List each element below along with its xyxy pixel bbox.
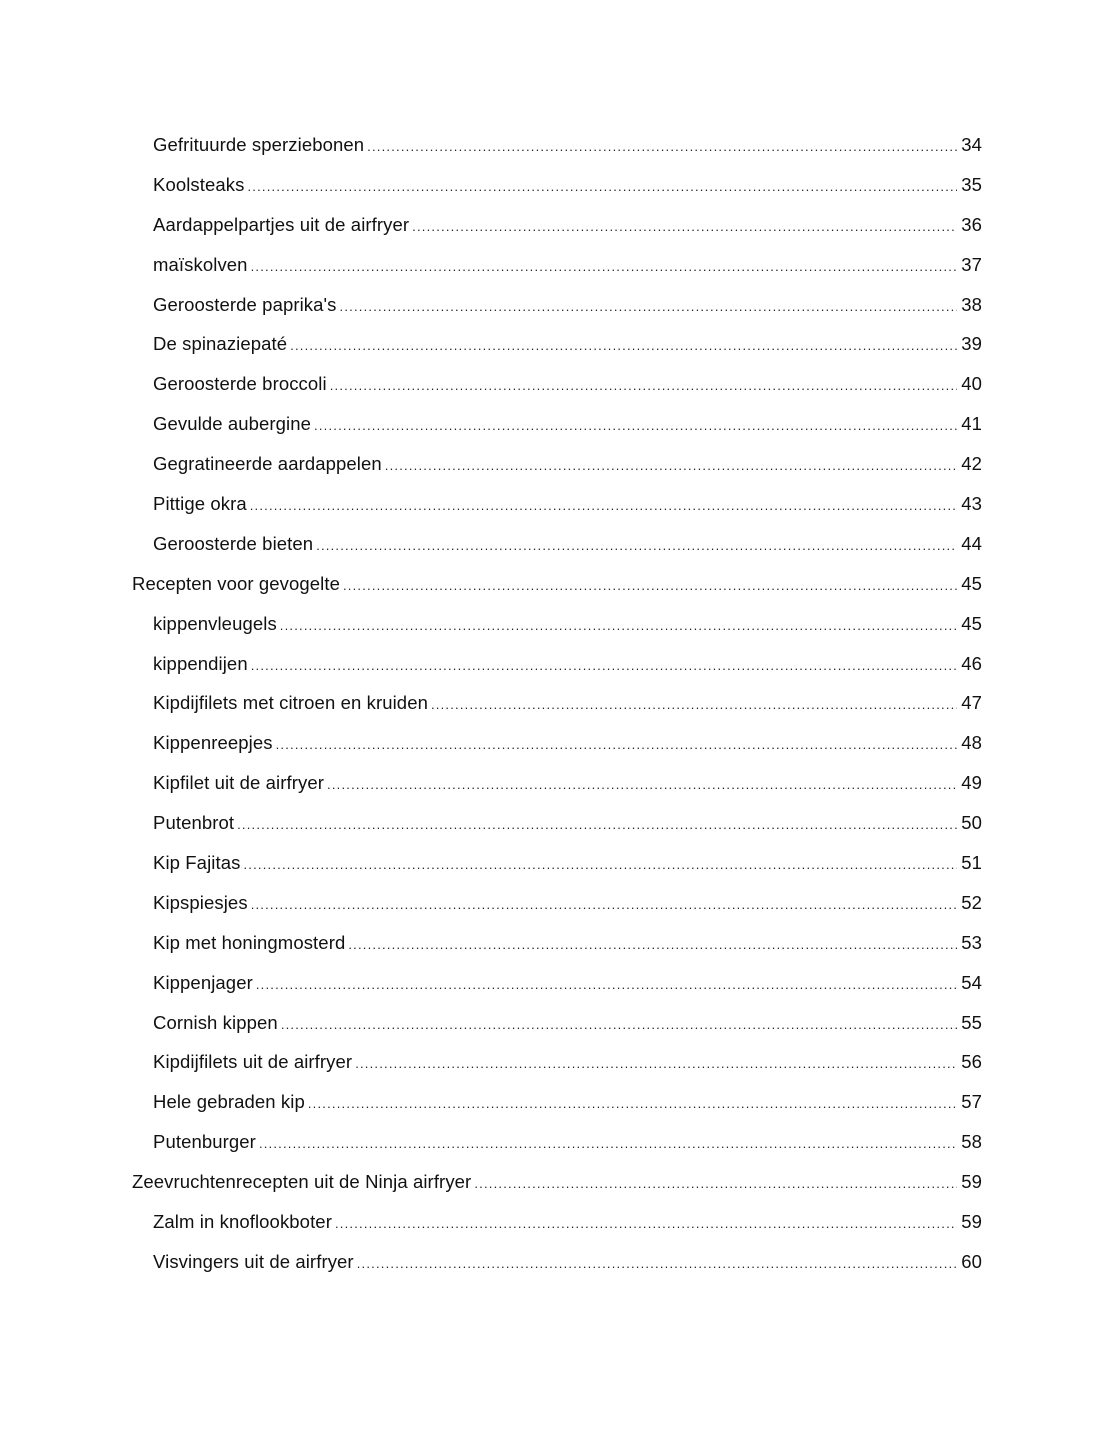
toc-entry-page-number: 38 (961, 293, 982, 315)
toc-entry-title: Pittige okra (153, 493, 247, 515)
toc-entry-title: Geroosterde broccoli (153, 373, 327, 395)
toc-entry[interactable] (132, 683, 982, 723)
toc-entry-title: Cornish kippen (153, 1011, 278, 1033)
dot-leader (250, 486, 957, 524)
toc-entry-title: Kip Fajitas (153, 852, 241, 874)
toc-section-entry[interactable] (132, 1162, 982, 1202)
dot-leader (431, 685, 957, 723)
toc-entry-title: Zeevruchtenrecepten uit de Ninja airfryer (132, 1171, 472, 1193)
toc-entry-page-number: 47 (961, 692, 982, 714)
toc-entry[interactable] (132, 803, 982, 843)
dot-leader (308, 1084, 957, 1122)
dot-leader (412, 207, 957, 245)
toc-entry[interactable] (132, 285, 982, 325)
toc-entry-page-number: 50 (961, 812, 982, 834)
toc-entry-page-number: 45 (961, 612, 982, 634)
toc-entry-page-number: 49 (961, 772, 982, 794)
dot-leader (251, 247, 957, 285)
toc-entry-page-number: 56 (961, 1051, 982, 1073)
toc-entry-title: Gegratineerde aardappelen (153, 453, 382, 475)
toc-entry-title: Kipdijfilets met citroen en kruiden (153, 692, 428, 714)
toc-entry-page-number: 44 (961, 532, 982, 554)
toc-entry-page-number: 59 (961, 1171, 982, 1193)
dot-leader (276, 725, 957, 763)
toc-entry-title: Gefrituurde sperziebonen (153, 134, 365, 155)
dot-leader (290, 326, 957, 364)
toc-entry-page-number: 37 (961, 253, 982, 275)
toc-entry-page-number: 42 (961, 453, 982, 475)
dot-leader (314, 406, 957, 444)
toc-entry-title: Visvingers uit de airfryer (153, 1250, 354, 1272)
toc-entry[interactable] (132, 644, 982, 684)
toc-entry-page-number: 45 (961, 572, 982, 594)
toc-entry[interactable] (132, 1042, 982, 1082)
toc-entry[interactable] (132, 444, 982, 484)
toc-entry-page-number: 57 (961, 1091, 982, 1113)
dot-leader (327, 765, 957, 803)
dot-leader (335, 1204, 957, 1242)
toc-entry-title: Zalm in knoflookboter (153, 1211, 332, 1233)
toc-entry[interactable] (132, 1122, 982, 1162)
toc-entry[interactable] (132, 364, 982, 404)
toc-entry-title: kippendijen (153, 652, 248, 674)
dot-leader (248, 167, 958, 205)
toc-entry-title: Kipspiesjes (153, 891, 248, 913)
dot-leader (474, 1164, 957, 1202)
toc-entry-page-number: 60 (961, 1250, 982, 1272)
toc-entry-title: Recepten voor gevogelte (132, 572, 340, 594)
dot-leader (259, 1124, 957, 1162)
dot-leader (237, 805, 957, 843)
toc-entry-page-number: 41 (961, 413, 982, 435)
toc-entry-page-number: 51 (961, 852, 982, 874)
toc-entry[interactable] (132, 1082, 982, 1122)
toc-entry-page-number: 58 (961, 1131, 982, 1153)
toc-entry[interactable] (132, 245, 982, 285)
toc-entry-title: Geroosterde bieten (153, 532, 314, 554)
toc-entry-page-number: 40 (961, 373, 982, 395)
toc-entry[interactable] (132, 1202, 982, 1242)
toc-entry-page-number: 36 (961, 213, 982, 235)
dot-leader (385, 446, 957, 484)
dot-leader (243, 845, 957, 883)
toc-entry-page-number: 54 (961, 971, 982, 993)
toc-entry-page-number: 46 (961, 652, 982, 674)
dot-leader (367, 127, 957, 165)
toc-entry-title: kippenvleugels (153, 612, 277, 634)
toc-entry[interactable] (132, 524, 982, 564)
toc-entry[interactable] (132, 484, 982, 524)
toc-entry-page-number: 48 (961, 732, 982, 754)
toc-entry-title: Kippenreepjes (153, 732, 273, 754)
dot-leader (316, 526, 957, 564)
dot-leader (348, 925, 957, 963)
toc-entry-title: Kipfilet uit de airfryer (153, 772, 325, 794)
toc-entry[interactable] (132, 923, 982, 963)
dot-leader (340, 287, 957, 325)
toc-entry-page-number: 55 (961, 1011, 982, 1033)
toc-entry-page-number: 34 (961, 134, 982, 155)
toc-entry[interactable] (132, 165, 982, 205)
toc-entry-page-number: 35 (961, 173, 982, 195)
toc-entry[interactable] (132, 404, 982, 444)
dot-leader (330, 366, 957, 404)
toc-entry[interactable] (132, 205, 982, 245)
toc-entry-title: Kippenjager (153, 971, 253, 993)
toc-entry-title: Putenburger (153, 1131, 256, 1153)
toc-entry[interactable] (132, 843, 982, 883)
toc-entry-page-number: 39 (961, 333, 982, 355)
toc-entry[interactable] (132, 1003, 982, 1043)
toc-entry-title: Geroosterde paprika's (153, 293, 337, 315)
dot-leader (280, 606, 957, 644)
table-of-contents (132, 125, 982, 1282)
dot-leader (343, 566, 957, 604)
toc-entry-title: Koolsteaks (153, 173, 245, 195)
toc-entry-page-number: 53 (961, 931, 982, 953)
toc-entry-page-number: 52 (961, 891, 982, 913)
toc-entry-title: De spinaziepaté (153, 333, 288, 355)
toc-entry[interactable] (132, 723, 982, 763)
toc-entry-page-number: 43 (961, 493, 982, 515)
toc-entry-title: Putenbrot (153, 812, 235, 834)
toc-entry-title: Kip met honingmosterd (153, 931, 346, 953)
toc-entry-title: Hele gebraden kip (153, 1091, 305, 1113)
dot-leader (251, 885, 957, 923)
toc-entry-title: Gevulde aubergine (153, 413, 312, 435)
toc-entry[interactable] (132, 1242, 982, 1282)
dot-leader (256, 965, 957, 1003)
dot-leader (355, 1044, 957, 1082)
toc-entry[interactable] (132, 963, 982, 1003)
toc-entry-page-number: 59 (961, 1211, 982, 1233)
toc-entry[interactable] (132, 883, 982, 923)
dot-leader (357, 1244, 957, 1282)
toc-entry-title: Kipdijfilets uit de airfryer (153, 1051, 353, 1073)
toc-entry[interactable] (132, 604, 982, 644)
toc-entry-title: Aardappelpartjes uit de airfryer (153, 213, 410, 235)
dot-leader (251, 646, 957, 684)
toc-entry[interactable] (132, 763, 982, 803)
dot-leader (281, 1005, 957, 1043)
toc-entry[interactable] (132, 125, 982, 165)
toc-entry[interactable] (132, 324, 982, 364)
toc-entry-title: maïskolven (153, 253, 248, 275)
toc-section-entry[interactable] (132, 564, 982, 604)
